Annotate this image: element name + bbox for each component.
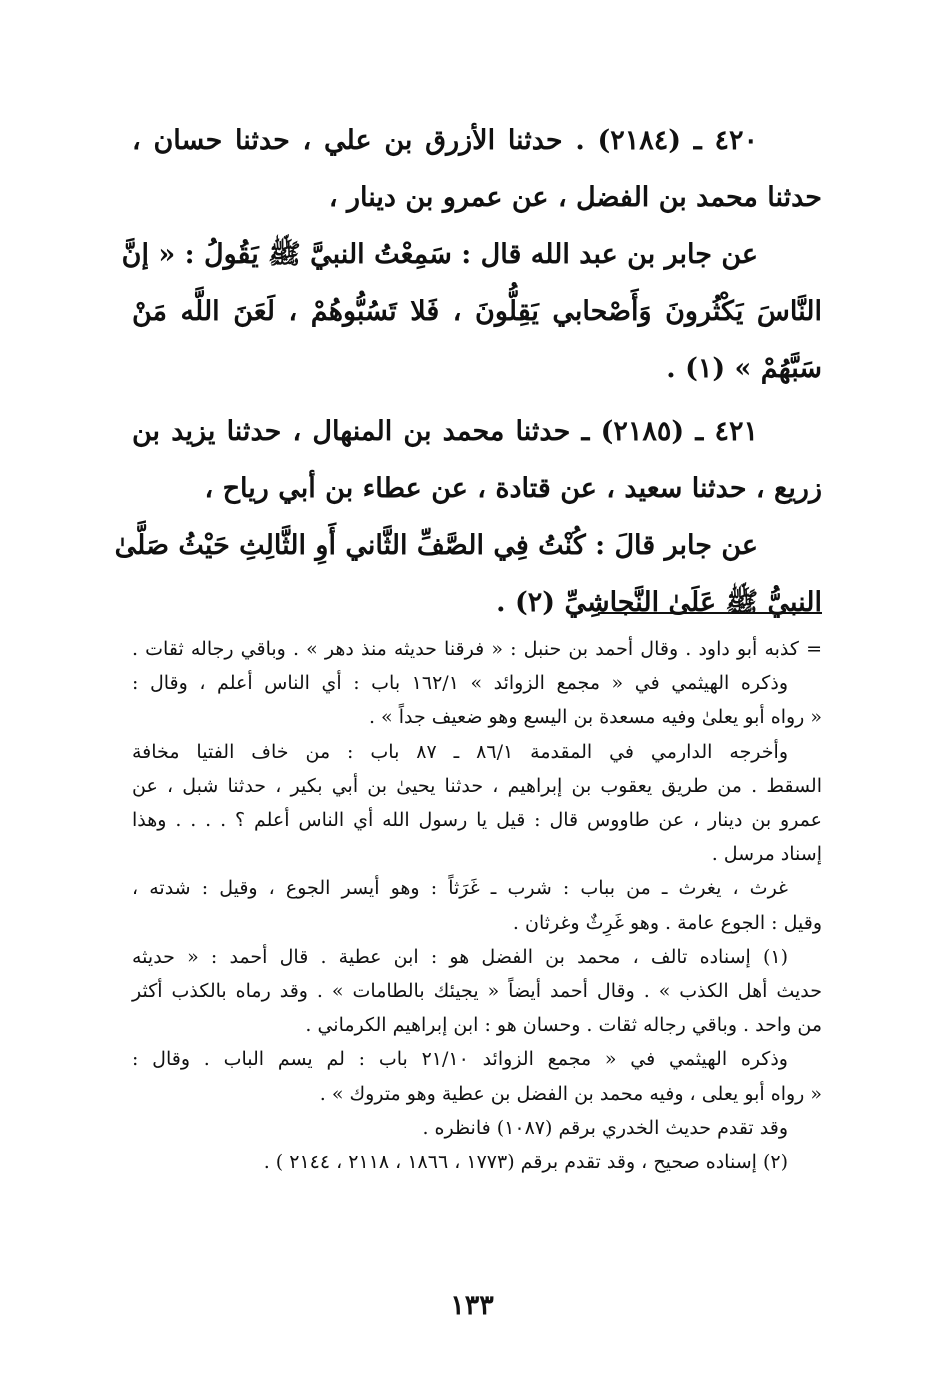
- footnote-line: غرث ، يغرث ـ من بباب : شرب ـ غَرَثاً : وهو أيسر الجوع ، وقيل : شدته ،: [132, 877, 788, 900]
- hadith-text-block: [114, 112, 822, 631]
- footnotes-block: [132, 632, 822, 1179]
- footnote-line: « رواه أبو يعلى ، وفيه محمد بن الفضل بن عطية وهو متروك » .: [319, 1082, 822, 1105]
- text-line: سَبَّهُمْ » (١) .: [666, 353, 822, 384]
- footnote-line: = كذبه أبو داود . وقال أحمد بن حنبل : « فرقنا حديثه منذ دهر » . وباقي رجاله ثقات .: [132, 638, 822, 660]
- footnote-line: « رواه أبو يعلىٰ وفيه مسعدة بن اليسع وهو ضعيف جداً » .: [368, 706, 822, 729]
- text-line: عن جابر قالَ : كُنْتُ فِي الصَّفِّ الثَّاني أَوِ الثَّالِثِ حَيْثُ صَلَّىٰ: [114, 530, 758, 561]
- footnote-line: حديث أهل الكذب » . وقال أحمد أيضاً « يجيئك بالطامات » . وقد رماه بالكذب أكثر: [132, 980, 822, 1003]
- footnote-line: وذكره الهيثمي في « مجمع الزوائد » ١٦٢/١ باب : أي الناس أعلم ، وقال :: [132, 672, 788, 695]
- text-line: زريع ، حدثنا سعيد ، عن قتادة ، عن عطاء بن أبي رياح ،: [204, 473, 822, 504]
- footnote-line: إسناد مرسل .: [711, 843, 822, 866]
- footnote-line: (٢) إسناده صحيح ، وقد تقدم برقم (١٧٧٣ ، ١٨٦٦ ، ٢١١٨ ، ٢١٤٤ ) .: [263, 1151, 788, 1174]
- footnote-line: وأخرجه الدارمي في المقدمة ٨٦/١ ـ ٨٧ باب : من خاف الفتيا مخافة: [132, 740, 788, 763]
- footnote-line: وقيل : الجوع عامة . وهو غَرِثٌ وغرثان .: [512, 911, 822, 934]
- footnote-line: عمرو بن دينار ، عن طاووس قال : قيل يا رسول الله أي الناس أعلم ؟ . . . . وهذا: [132, 809, 822, 832]
- page-number: ١٣٣: [450, 1290, 494, 1321]
- footnote-line: وقد تقدم حديث الخدري برقم (١٠٨٧) فانظره .: [422, 1116, 788, 1139]
- text-line: ٤٢٠ ـ (٢١٨٤) . حدثنا الأزرق بن علي ، حدثنا حسان ،: [132, 125, 758, 156]
- text-line: ٤٢١ ـ (٢١٨٥) ـ حدثنا محمد بن المنهال ، حدثنا يزيد بن: [132, 416, 758, 447]
- text-line: حدثنا محمد بن الفضل ، عن عمرو بن دينار ،: [328, 182, 822, 213]
- footnote-line: وذكره الهيثمي في « مجمع الزوائد ٢١/١٠ باب : لم يسم الباب . وقال :: [132, 1048, 788, 1071]
- text-line: عن جابر بن عبد الله قال : سَمِعْتُ النبيَّ ﷺ يَقُولُ : « إنَّ: [121, 239, 758, 270]
- text-line: النبيُّ ﷺ عَلَىٰ النَّجاشِيِّ (٢) .: [496, 587, 822, 618]
- footnote-separator: [598, 612, 822, 614]
- footnote-line: من واحد . وباقي رجاله ثقات . وحسان هو : ابن إبراهيم الكرماني .: [305, 1014, 822, 1037]
- footnote-line: السقط . من طريق يعقوب بن إبراهيم ، حدثنا يحيىٰ بن أبي بكير ، حدثنا شبل ، عن: [132, 774, 822, 797]
- text-line: النَّاسَ يَكْثُرونَ وَأَصْحابي يَقِلُّونَ ، فَلا تَسُبُّوهُمْ ، لَعَنَ اللَّه مَنْ: [132, 296, 822, 327]
- footnote-line: (١) إسناده تالف ، محمد بن الفضل هو : ابن عطية . قال أحمد : « حديثه: [132, 945, 788, 968]
